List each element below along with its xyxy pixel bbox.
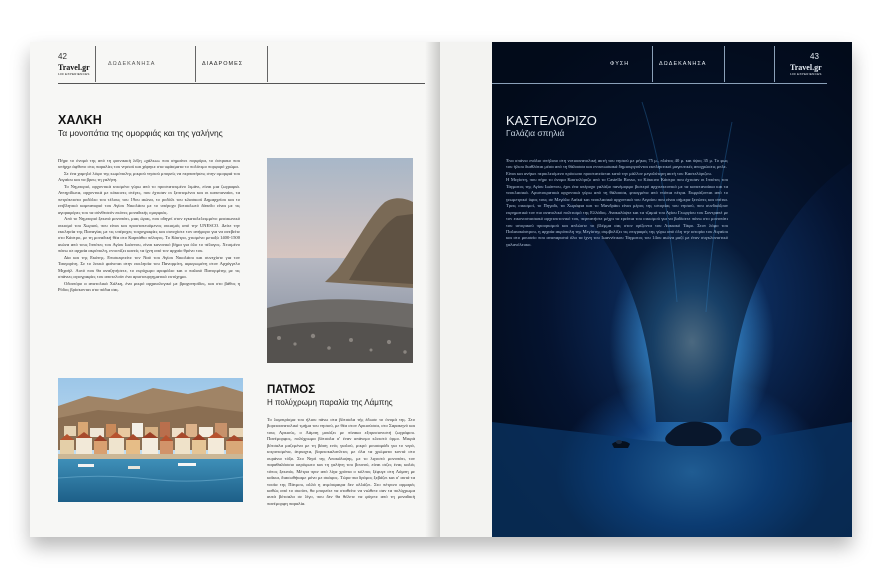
left-nav-diadromes: ΔΙΑΔΡΟΜΕΣ: [202, 61, 244, 67]
right-header-divider-3: [774, 46, 775, 82]
left-header-divider: [95, 46, 96, 82]
left-page: [30, 42, 440, 537]
right-header-divider-2: [724, 46, 725, 82]
right-header-divider: [652, 46, 653, 82]
right-logo-text: Travel.gr: [790, 63, 822, 72]
chalki-paragraph: Πήρε το όνομά της από τη φοινικική λέξη «χάλκω» που σημαίνει πορφύρα, το όστρακο που υπήρχε άφθονο στις παραλίες του νησιού και χάρηκε στα υφάσματα το πολύτιμο πορφυρό χρώμα.: [58, 158, 240, 170]
right-header-rule: [492, 83, 827, 84]
chalki-harbour-photo: [58, 378, 243, 502]
kastellorizo-title: ΚΑΣΤΕΛΟΡΙΖΟ: [506, 113, 597, 128]
right-nav-fysi: ΦΥΣΗ: [610, 61, 630, 67]
patmos-subtitle: Η πολύχρωμη παραλία της Λάμπης: [267, 398, 393, 407]
left-page-number: 42: [58, 52, 67, 61]
left-header-divider-3: [267, 46, 268, 82]
patmos-body: [267, 417, 415, 513]
right-logo: [790, 64, 822, 76]
patmos-title: ΠΑΤΜΟΣ: [267, 384, 316, 396]
kastellorizo-subtitle: Γαλάζια σπηλιά: [506, 128, 565, 138]
blue-cave-photo: [492, 42, 852, 537]
right-page-number: 43: [810, 52, 819, 61]
patmos-paragraph: Το λαμπιρίσμα του ήλιου πάνω στα βότσαλα τής έδωσε το όνομά της. Στο βορειοανατολικό τμήμα του νησιού, με θέα στον Αρκιούσσα, στο Σαρακηνό και τους Αρκιούς, ο Λάμπη μοιάζει με πίνακα εξπρεσιονιστή ζωγράφου. Πανέμορφος, πολύχρωμα βότσαλα σ' έναν απάνεμο κλειστό όρμο. Μικρά βότσαλα μαζεμένα με τη βάση ενός γιαλού, μικρό μουσαμάδι για το νερό, κιτρινισμένα, άτριαχτα, βορειοκαλανλιτες με όλα τα χρώματα κοντά στο ουράνιο τόξο. Στο Νησί της Αποκάλυψης, με το λιγοστό μονοπάτι, τον παραθαλάσσιο αερόφωτο και τη γαλήνη του βουνού, είναι σιζες ένας καλός τόπος ξεκινάς. Μέτρα πριν από λίγα χρόνια ο κόλπος ξέφυγε στη Λάμπη με καΐκια, διασωθήκαμε μόνο με σκάφος. Τώρα πια δρόμος ξεβάζει και σ' αυτά τα νοσία της Πάτμου, αλλά η ατμόσφαιρα δεν αλλάζει. Στο πέτρινο αρμαρές καθώς από το σκούνι, θα μπορείτε να σταθείτε να νιώθετε σαν τα πολύχρωμα αυτά βότσαλα σε λίγο, που δεν θα θέλετε να φύγετε από τη μοναδική πανέμορφη παραλία.: [267, 417, 415, 506]
chalki-paragraph: Σε ένα χαμηλό λόφο της κωμόπολης μικρού νησιού μπορείς να περπατήσεις στην ομορφιά του Αιγαίου και να βρεις τη γαλήνη.: [58, 170, 240, 183]
chalki-paragraph: Δία και της Εκάτης. Επισκεφτείτε τον Ναό του Αγίου Νικολάου και συνεχίστε για τον Ταυγαρίτη. Σε το λευκό φαίνεται στην εκκλησία του Πανορμίτη, αφιερωμένη στον Αρχάγγελο Μιχαήλ. Αυτό που θα αναζητήσετε, το ευρύχωρο αροφάλιο και ο παλαιό Πανορμίτης με τις σπάνιες αγιογραφίες του αποτελούν ένα αριστουργηματικό ευτύχημα.: [58, 254, 240, 280]
chalki-paragraph: Από το Νημποριό ξεκινά μονοπάτι, μιας ώρας, που οδηγεί στον εγκαταλελειμμένο μεσαιωνικό οικισμό του Χωριού, που είναι και προστατευόμενος οικισμός από την UNESCO. Δείτε την εκκλησία της Παναγίας με τις υπέροχες τοιχογραφίες και συνεχίστε τον ανήφορο για να ανεβείτε στο Κάστρο, με τη μοναδική θέα στο Καρπάθιο πέλαγος. Το Κάστρο, χτισμένο μεταξύ 1400-1500 αιώνα από τους Ιππότες του Αγίου Ιωάννου, είναι κανονικό βήμα για όλο το πέλαγος. Χτισμένο πάνω σε αρχαία ακρόπολη, εντοπίζει κανείς τα ίχνη από τον αρχαίο θρόνο του.: [58, 216, 240, 254]
left-nav-dodekanisa: ΔΩΔΕΚΑΝΗΣΑ: [108, 61, 156, 67]
kastellorizo-body: [506, 158, 728, 363]
left-header-divider-2: [195, 46, 196, 82]
chalki-subtitle: Τα μονοπάτια της ομορφιάς και της γαλήνης: [58, 128, 223, 138]
chalki-body: [58, 158, 240, 364]
left-logo: [58, 64, 90, 76]
right-logo-sub: 100 EXPERIENCES: [790, 72, 822, 76]
left-logo-text: Travel.gr: [58, 63, 90, 72]
kastellorizo-paragraph: Είναι και ανήκει περικλειόμενο πρόσωπο προστατεύεται κατά την μάλλον μεγαλύτερη ακτή του Καστελόριζου.: [506, 170, 712, 176]
kastellorizo-paragraph: Η Μεγίστη, που πήρε το όνομα Καστελόριζο από το Castello Rosso, το Κόκκινο Κάστρο που έχτισαν οι Ιππότες του Τάγματος της Αγίου Ιωάννου, έχει ένα υπέροχο γαλάζιο πανέμορφο βιστερό αρχιτεκτονικό με τα καπεταναίικα και τα νεοκλασικά. Αριστοκρατικά αρχοντικά γύρω από τη θάλασσα, φτιαγμένα από ντόπια πέτρα. Εκφράζονται από το γεωμετρικό ύφος τους σε Μεγάλα Λαϊκά και νεοκλασικά αρχοντικά του Αιγαίου που είναι σήμερα ξενώνες και σπίτια. Τρεις οικισμοί, το Πηγαδι, τα Χωράφια και το Μανδράκι είναι μέρος της ιστορίας του νησιού, που συνδυάζουν ευρηματικά τον πιο ανατολικό πολιτισμό της Ελλάδος. Ανακαλύψτε και τα τζαμιά του Αγίου Γεωργίου του Σαντραπέ με τον εικονοστασιακό αρχιτεκτονικό του, περπατήστε μέχρι τα ερείπια του οικισμού για να βαδίσετε πάνω στο μονοπάτι του ιστορικού προορισμού και απλώστε το βλέμμα σας στον ορίζοντα του Λυκιακό Τάφο. Στον λόφο του Παλαιοκάστρου, η αρχαία ακρόπολη της Μεγίστης συμβολίζει τις επιγραφές της γύρω από όλη την ιστορία του Αιγαίου και στο μουσείο που αναπαριστά όλα τα ίχνη του Ιωαννίτικου Τάγματος του 14ου αιώνα μαζί με έναν συγκλονιστικό γαλανόλευκο.: [506, 177, 728, 247]
left-header-rule: [58, 83, 425, 84]
chalki-title: ΧΑΛΚΗ: [58, 113, 102, 127]
kastellorizo-paragraph: Ένα σπάνιο ενάλιο σπήλαιο στη νοτιοανατολική ακτή του νησιού με μήκος 75 μ., πλάτος 40 μ. και ύψος 35 μ. Το φως του ήλιου διαθλάται μέσα από τη θάλασσα και εντυπωσιακά δημιουργούνται εκπληκτικοί μαγευτικές αποχρώσεις μπλε.: [506, 158, 728, 170]
left-logo-sub: 100 EXPERIENCES: [58, 72, 90, 76]
chalki-paragraph: Οδοιπόρο α ανατολικά Χάλκη, ένα μικρό αρχαιολογικό με βραχονησίδες, και στο βάθος η Ρόδος βρίσκονται στα πόδια σας.: [58, 280, 240, 293]
magazine-spread: [30, 42, 852, 537]
chalki-paragraph: Το Νημποριό, αρχοντικά κτισμένο γύρω από το προστατευμένο λιμάνι, είναι μια ζωγραφιά. Αντηρίδωτα, αρχοντικά με κόκκινες στέγες, που έχτισαν οι ξεπιτεμένοι και οι καπεταναίοι, τα πετρόκτιστα ροδόλιο του τέλους του 19ου αιώνα, το ροδόλι του κλασικού Δημαρχείου και το ενιβλητικό καμπαναριό του Αγίου Νικολάου με το υπέροχο βοτσαλωτό δάπεδο είναι με τις αγοραφόρες του τα σύνθεσεόν εκόνες μοναδικής ομορφιάς.: [58, 183, 240, 215]
right-page: [440, 42, 852, 537]
right-nav-dodekanisa: ΔΩΔΕΚΑΝΗΣΑ: [659, 61, 707, 67]
patmos-beach-photo: [267, 158, 413, 363]
